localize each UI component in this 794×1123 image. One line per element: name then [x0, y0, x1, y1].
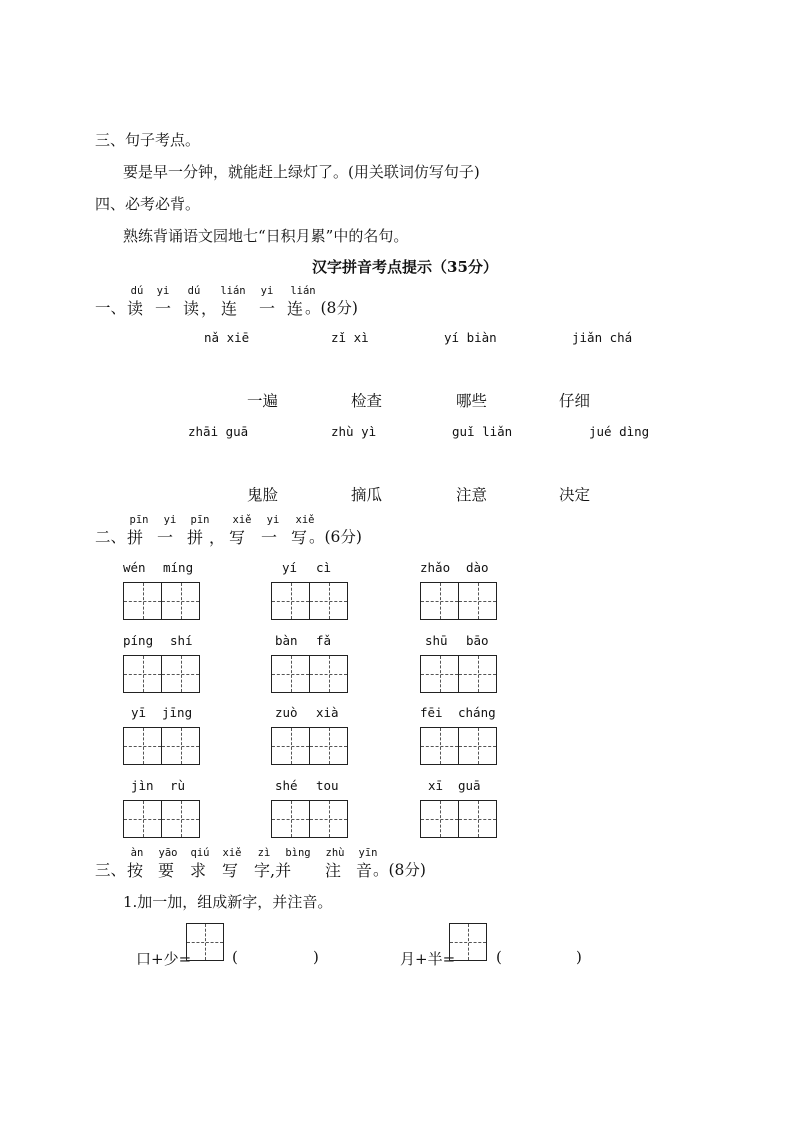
pinyin-annotation: xiě [295, 514, 315, 526]
pinyin-syllable: shí [170, 633, 193, 648]
pinyin-syllable: míng [163, 560, 194, 575]
word-option: 仔细 [559, 392, 591, 410]
pinyin-syllable: zuò [275, 705, 298, 720]
pinyin-annotation: qiú [190, 847, 210, 859]
section3-prefix: 三、 [95, 861, 127, 879]
pinyin-annotation: xiě [222, 847, 242, 859]
writing-grid[interactable] [123, 655, 200, 693]
heading-char: 拼 [127, 528, 144, 547]
section1-suffix: 。(8分) [305, 299, 358, 317]
word-option: 哪些 [456, 392, 488, 410]
pinyin-annotation: dú [130, 285, 144, 297]
heading-char: ， [201, 299, 218, 318]
paren-open: ( [496, 948, 502, 966]
single-writing-grid[interactable] [449, 923, 487, 961]
writing-grid[interactable] [123, 800, 200, 838]
pinyin-syllable: jīng [162, 705, 193, 720]
single-writing-grid[interactable] [186, 923, 224, 961]
pinyin-syllable: shū [425, 633, 448, 648]
writing-grid[interactable] [420, 800, 497, 838]
intro-line-2: 要是早一分钟，就能赶上绿灯了。(用关联词仿写句子) [123, 163, 480, 181]
pinyin-option: zhāi guā [188, 424, 249, 439]
pinyin-annotation: àn [130, 847, 144, 859]
pinyin-annotation: yi [266, 514, 280, 526]
pinyin-annotation: bìng [285, 847, 311, 859]
pinyin-annotation: pīn [190, 514, 210, 526]
paren-close: ) [576, 948, 582, 966]
page-title: 汉字拼音考点提示（35分） [312, 258, 498, 276]
pinyin-syllable: cháng [458, 705, 496, 720]
heading-char: 读 [127, 299, 144, 318]
pinyin-syllable: rù [170, 778, 186, 793]
heading-char: 要 [158, 861, 175, 880]
heading-char: 求 [190, 861, 207, 880]
writing-grid[interactable] [123, 582, 200, 620]
pinyin-syllable: jìn [131, 778, 154, 793]
section2-suffix: 。(6分) [309, 528, 362, 546]
heading-char: 一 [155, 299, 172, 318]
pinyin-annotation: xiě [232, 514, 252, 526]
heading-char: 字 [254, 861, 271, 880]
heading-char: 连 [221, 299, 238, 318]
word-option: 注意 [456, 486, 488, 504]
heading-char: 注 [325, 861, 342, 880]
pinyin-option: zhù yì [331, 424, 377, 439]
pinyin-annotation: yīn [358, 847, 378, 859]
heading-char: 写 [222, 861, 239, 880]
heading-char: 一 [157, 528, 174, 547]
pinyin-syllable: yī [131, 705, 147, 720]
pinyin-annotation: pīn [129, 514, 149, 526]
heading-char: 一 [261, 528, 278, 547]
pinyin-option: guǐ liǎn [452, 424, 513, 439]
equation-text: 月+半= [400, 950, 456, 968]
word-option: 摘瓜 [351, 486, 383, 504]
pinyin-syllable: píng [123, 633, 154, 648]
pinyin-syllable: guā [458, 778, 481, 793]
writing-grid[interactable] [420, 727, 497, 765]
writing-grid[interactable] [420, 582, 497, 620]
pinyin-annotation: yi [163, 514, 177, 526]
pinyin-syllable: cì [316, 560, 332, 575]
pinyin-annotation: dú [187, 285, 201, 297]
pinyin-annotation: yāo [158, 847, 178, 859]
pinyin-syllable: xī [428, 778, 444, 793]
writing-grid[interactable] [271, 800, 348, 838]
pinyin-annotation: lián [220, 285, 246, 297]
section3-subtask-1: 1.加一加，组成新字，并注音。 [123, 893, 333, 911]
pinyin-syllable: fēi [420, 705, 443, 720]
pinyin-annotation: zì [257, 847, 271, 859]
section2-prefix: 二、 [95, 528, 127, 546]
pinyin-annotation: yi [260, 285, 274, 297]
pinyin-annotation: lián [290, 285, 316, 297]
writing-grid[interactable] [420, 655, 497, 693]
pinyin-syllable: tou [316, 778, 339, 793]
pinyin-syllable: fǎ [316, 633, 332, 648]
section1-prefix: 一、 [95, 299, 127, 317]
intro-line-4: 熟练背诵语文园地七“日积月累”中的名句。 [123, 227, 409, 245]
heading-char: ， [209, 528, 226, 547]
intro-line-3: 四、必考必背。 [95, 195, 201, 213]
heading-char: 读 [183, 299, 200, 318]
heading-char: 写 [229, 528, 246, 547]
intro-line-1: 三、句子考点。 [95, 131, 201, 149]
pinyin-option: jué dìng [589, 424, 650, 439]
word-option: 决定 [559, 486, 591, 504]
writing-grid[interactable] [271, 655, 348, 693]
word-option: 检查 [351, 392, 383, 410]
pinyin-syllable: wén [123, 560, 146, 575]
heading-char: 写 [291, 528, 308, 547]
pinyin-option: jiǎn chá [572, 330, 633, 345]
heading-char: 连 [287, 299, 304, 318]
heading-char: 拼 [187, 528, 204, 547]
pinyin-syllable: dào [466, 560, 489, 575]
word-option: 鬼脸 [247, 486, 279, 504]
heading-char: 一 [259, 299, 276, 318]
heading-char: ,并 [270, 861, 292, 880]
writing-grid[interactable] [271, 582, 348, 620]
pinyin-syllable: xià [316, 705, 339, 720]
pinyin-syllable: bāo [466, 633, 489, 648]
pinyin-syllable: bàn [275, 633, 298, 648]
heading-char: 音 [356, 861, 373, 880]
writing-grid[interactable] [123, 727, 200, 765]
pinyin-syllable: zhǎo [420, 560, 451, 575]
pinyin-syllable: yí [282, 560, 298, 575]
section3-suffix: 。(8分) [373, 861, 426, 879]
pinyin-syllable: shé [275, 778, 298, 793]
pinyin-annotation: zhù [325, 847, 345, 859]
equation-text: 口+少= [136, 950, 192, 968]
pinyin-option: yí biàn [444, 330, 497, 345]
paren-close: ) [313, 948, 319, 966]
pinyin-annotation: yi [156, 285, 170, 297]
pinyin-option: zǐ xì [331, 330, 369, 345]
heading-char: 按 [127, 861, 144, 880]
writing-grid[interactable] [271, 727, 348, 765]
word-option: 一遍 [247, 392, 279, 410]
paren-open: ( [232, 948, 238, 966]
pinyin-option: nǎ xiē [204, 330, 250, 345]
